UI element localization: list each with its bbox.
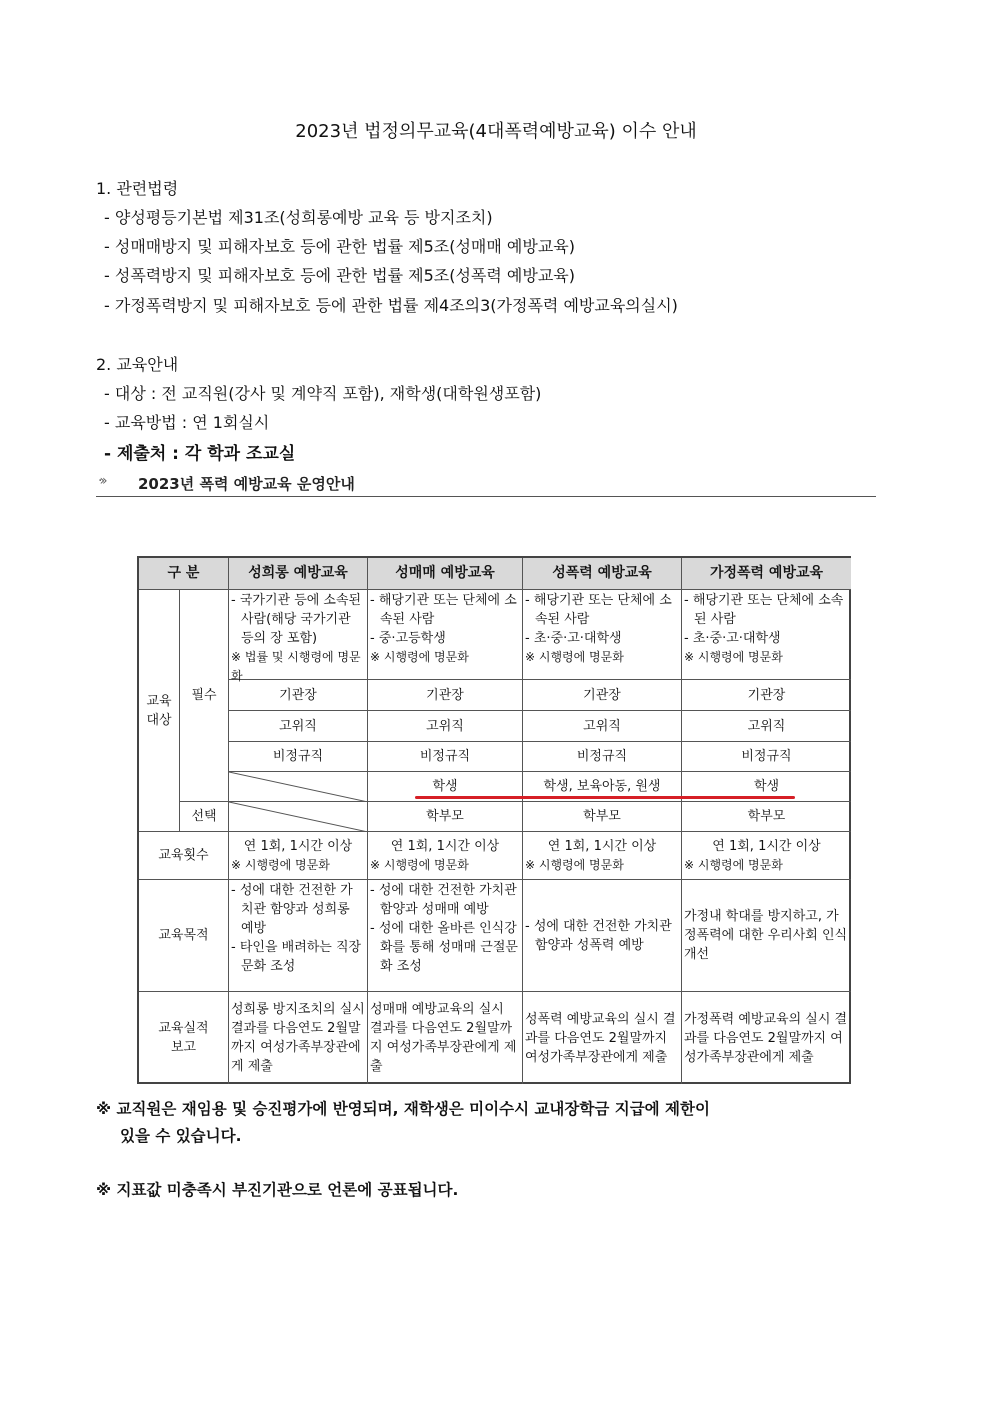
edu-item: - 교육방법 : 연 1회실시 bbox=[104, 413, 270, 432]
purpose-line: 가정내 학대를 방지하고, 가정폭력에 대한 우리사회 인식개선 bbox=[684, 909, 848, 962]
eligibility-line: - 해당기관 또는 단체에 소속된 사람 bbox=[525, 593, 672, 627]
report-cell: 가정폭력 예방교육의 실시 결과를 다음연도 2월말까지 여성가족부장관에게 제출 bbox=[684, 1011, 848, 1065]
purpose-label: 교육목적 bbox=[139, 880, 229, 992]
freq-cell bbox=[368, 832, 523, 880]
eligibility-line: - 국가기관 등에 소속된 사람(해당 국가기관 등의 장 포함) bbox=[231, 593, 362, 646]
red-underline-mark bbox=[415, 796, 795, 799]
edu-item: - 대상 : 전 교직원(강사 및 계약직 포함), 재학생(대학원생포함) bbox=[104, 384, 542, 403]
target-senior: 고위직 bbox=[368, 711, 523, 742]
freq-main: 연 1회, 1시간 이상 bbox=[712, 838, 821, 854]
purpose-line: - 성에 대한 건전한 가치관 함양과 성매매 예방 bbox=[370, 883, 517, 917]
optional-label: 선택 bbox=[180, 802, 229, 832]
target-student: 학생, 보육아동, 원생 bbox=[523, 772, 682, 802]
target-nonregular: 비정규직 bbox=[523, 742, 682, 772]
purpose-line: - 성에 대한 올바른 인식강화를 통해 성매매 근절문화 조성 bbox=[370, 921, 518, 974]
freq-main: 연 1회, 1시간 이상 bbox=[390, 838, 500, 854]
empty-diagonal-cell bbox=[229, 802, 368, 832]
target-student: 학생 bbox=[682, 772, 851, 802]
purpose-cell bbox=[682, 880, 851, 992]
report-label: 교육실적 보고 bbox=[139, 992, 229, 1084]
law-item: - 성매매방지 및 피해자보호 등에 관한 법률 제5조(성매매 예방교육) bbox=[104, 237, 575, 256]
purpose-cell bbox=[523, 880, 682, 992]
header-col: 성희롱 예방교육 bbox=[229, 558, 368, 590]
header-col: 성매매 예방교육 bbox=[368, 558, 523, 590]
target-nonregular: 비정규직 bbox=[682, 742, 851, 772]
eligibility-note: ※ 시행령에 명문화 bbox=[684, 650, 783, 664]
freq-label: 교육횟수 bbox=[139, 832, 229, 880]
freq-note: ※ 시행령에 명문화 bbox=[684, 857, 783, 872]
target-head: 기관장 bbox=[368, 680, 523, 711]
target-head: 기관장 bbox=[682, 680, 851, 711]
section2-heading: 2. 교육안내 bbox=[96, 355, 179, 374]
freq-main: 연 1회, 1시간 이상 bbox=[547, 838, 657, 854]
required-label: 필수 bbox=[180, 590, 229, 802]
target-parent: 학부모 bbox=[682, 802, 851, 832]
page-title: 2023년 법정의무교육(4대폭력예방교육) 이수 안내 bbox=[295, 121, 697, 142]
law-item: - 성폭력방지 및 피해자보호 등에 관한 법률 제5조(성폭력 예방교육) bbox=[104, 266, 575, 285]
purpose-cell bbox=[368, 880, 523, 992]
banner-title: 2023년 폭력 예방교육 운영안내 bbox=[138, 475, 355, 493]
target-senior: 고위직 bbox=[682, 711, 851, 742]
empty-diagonal-cell bbox=[229, 772, 368, 802]
eligibility-note: ※ 시행령에 명문화 bbox=[525, 650, 624, 664]
eligibility-cell bbox=[682, 590, 851, 680]
report-cell: 성폭력 예방교육의 실시 결과를 다음연도 2월말까지 여성가족부장관에게 제출 bbox=[523, 992, 682, 1084]
note-line-cont: 있을 수 있습니다. bbox=[120, 1127, 242, 1145]
eligibility-note: ※ 법률 및 시행령에 명문화 bbox=[231, 650, 361, 683]
target-parent: 학부모 bbox=[368, 802, 523, 832]
law-item: - 가정폭력방지 및 피해자보호 등에 관한 법률 제4조의3(가정폭력 예방교육의실시) bbox=[104, 296, 678, 315]
eligibility-line: - 초·중·고·대학생 bbox=[684, 631, 781, 646]
freq-cell bbox=[523, 832, 682, 880]
target-student: 학생 bbox=[368, 772, 523, 802]
eligibility-line: - 중·고등학생 bbox=[370, 631, 446, 646]
eligibility-cell bbox=[523, 590, 682, 680]
eligibility-line: - 해당기관 또는 단체에 소속된 사람 bbox=[370, 593, 517, 627]
purpose-line: - 성에 대한 건전한 가치관 함양과 성폭력 예방 bbox=[525, 918, 672, 953]
report-cell: 성희롱 방지조치의 실시 결과를 다음연도 2월말까지 여성가족부장관에게 제출 bbox=[229, 992, 368, 1084]
freq-main: 연 1회, 1시간 이상 bbox=[243, 838, 353, 854]
header-category: 구 분 bbox=[139, 558, 229, 590]
note-line: ※ 지표값 미충족시 부진기관으로 언론에 공표됩니다. bbox=[96, 1181, 459, 1199]
section-banner bbox=[96, 472, 876, 497]
law-item: - 양성평등기본법 제31조(성희롱예방 교육 등 방지조치) bbox=[104, 208, 493, 227]
eligibility-cell bbox=[229, 590, 368, 683]
edu-item-submit: - 제출처 : 각 학과 조교실 bbox=[104, 444, 296, 464]
note-line: ※ 교직원은 재임용 및 승진평가에 반영되며, 재학생은 미이수시 교내장학금 지급에 제한이 bbox=[96, 1100, 710, 1118]
freq-cell bbox=[229, 832, 368, 880]
freq-note: ※ 시행령에 명문화 bbox=[231, 857, 330, 872]
freq-note: ※ 시행령에 명문화 bbox=[525, 857, 624, 872]
target-senior: 고위직 bbox=[229, 711, 368, 742]
purpose-line: - 타인을 배려하는 직장문화 조성 bbox=[231, 940, 362, 974]
freq-cell bbox=[682, 832, 851, 880]
eligibility-cell bbox=[368, 590, 523, 680]
target-nonregular: 비정규직 bbox=[229, 742, 368, 772]
target-senior: 고위직 bbox=[523, 711, 682, 742]
target-label: 교육 대상 bbox=[139, 590, 180, 832]
header-col: 가정폭력 예방교육 bbox=[682, 558, 851, 590]
education-table bbox=[137, 556, 851, 1084]
report-cell: 성매매 예방교육의 실시 결과를 다음연도 2월말까지 여성가족부장관에게 제출 bbox=[368, 992, 523, 1084]
freq-note: ※ 시행령에 명문화 bbox=[370, 857, 469, 872]
target-head: 기관장 bbox=[229, 680, 368, 711]
purpose-cell bbox=[229, 880, 368, 992]
double-chevron-icon: ·›› bbox=[98, 473, 105, 489]
eligibility-line: - 해당기관 또는 단체에 소속된 사람 bbox=[684, 593, 844, 627]
eligibility-line: - 초·중·고·대학생 bbox=[525, 631, 622, 646]
header-col: 성폭력 예방교육 bbox=[523, 558, 682, 590]
purpose-line: - 성에 대한 건전한 가치관 함양과 성희롱 예방 bbox=[231, 883, 353, 936]
target-head: 기관장 bbox=[523, 680, 682, 711]
section1-heading: 1. 관련법령 bbox=[96, 179, 179, 198]
target-parent: 학부모 bbox=[523, 802, 682, 832]
eligibility-note: ※ 시행령에 명문화 bbox=[370, 650, 469, 664]
target-nonregular: 비정규직 bbox=[368, 742, 523, 772]
